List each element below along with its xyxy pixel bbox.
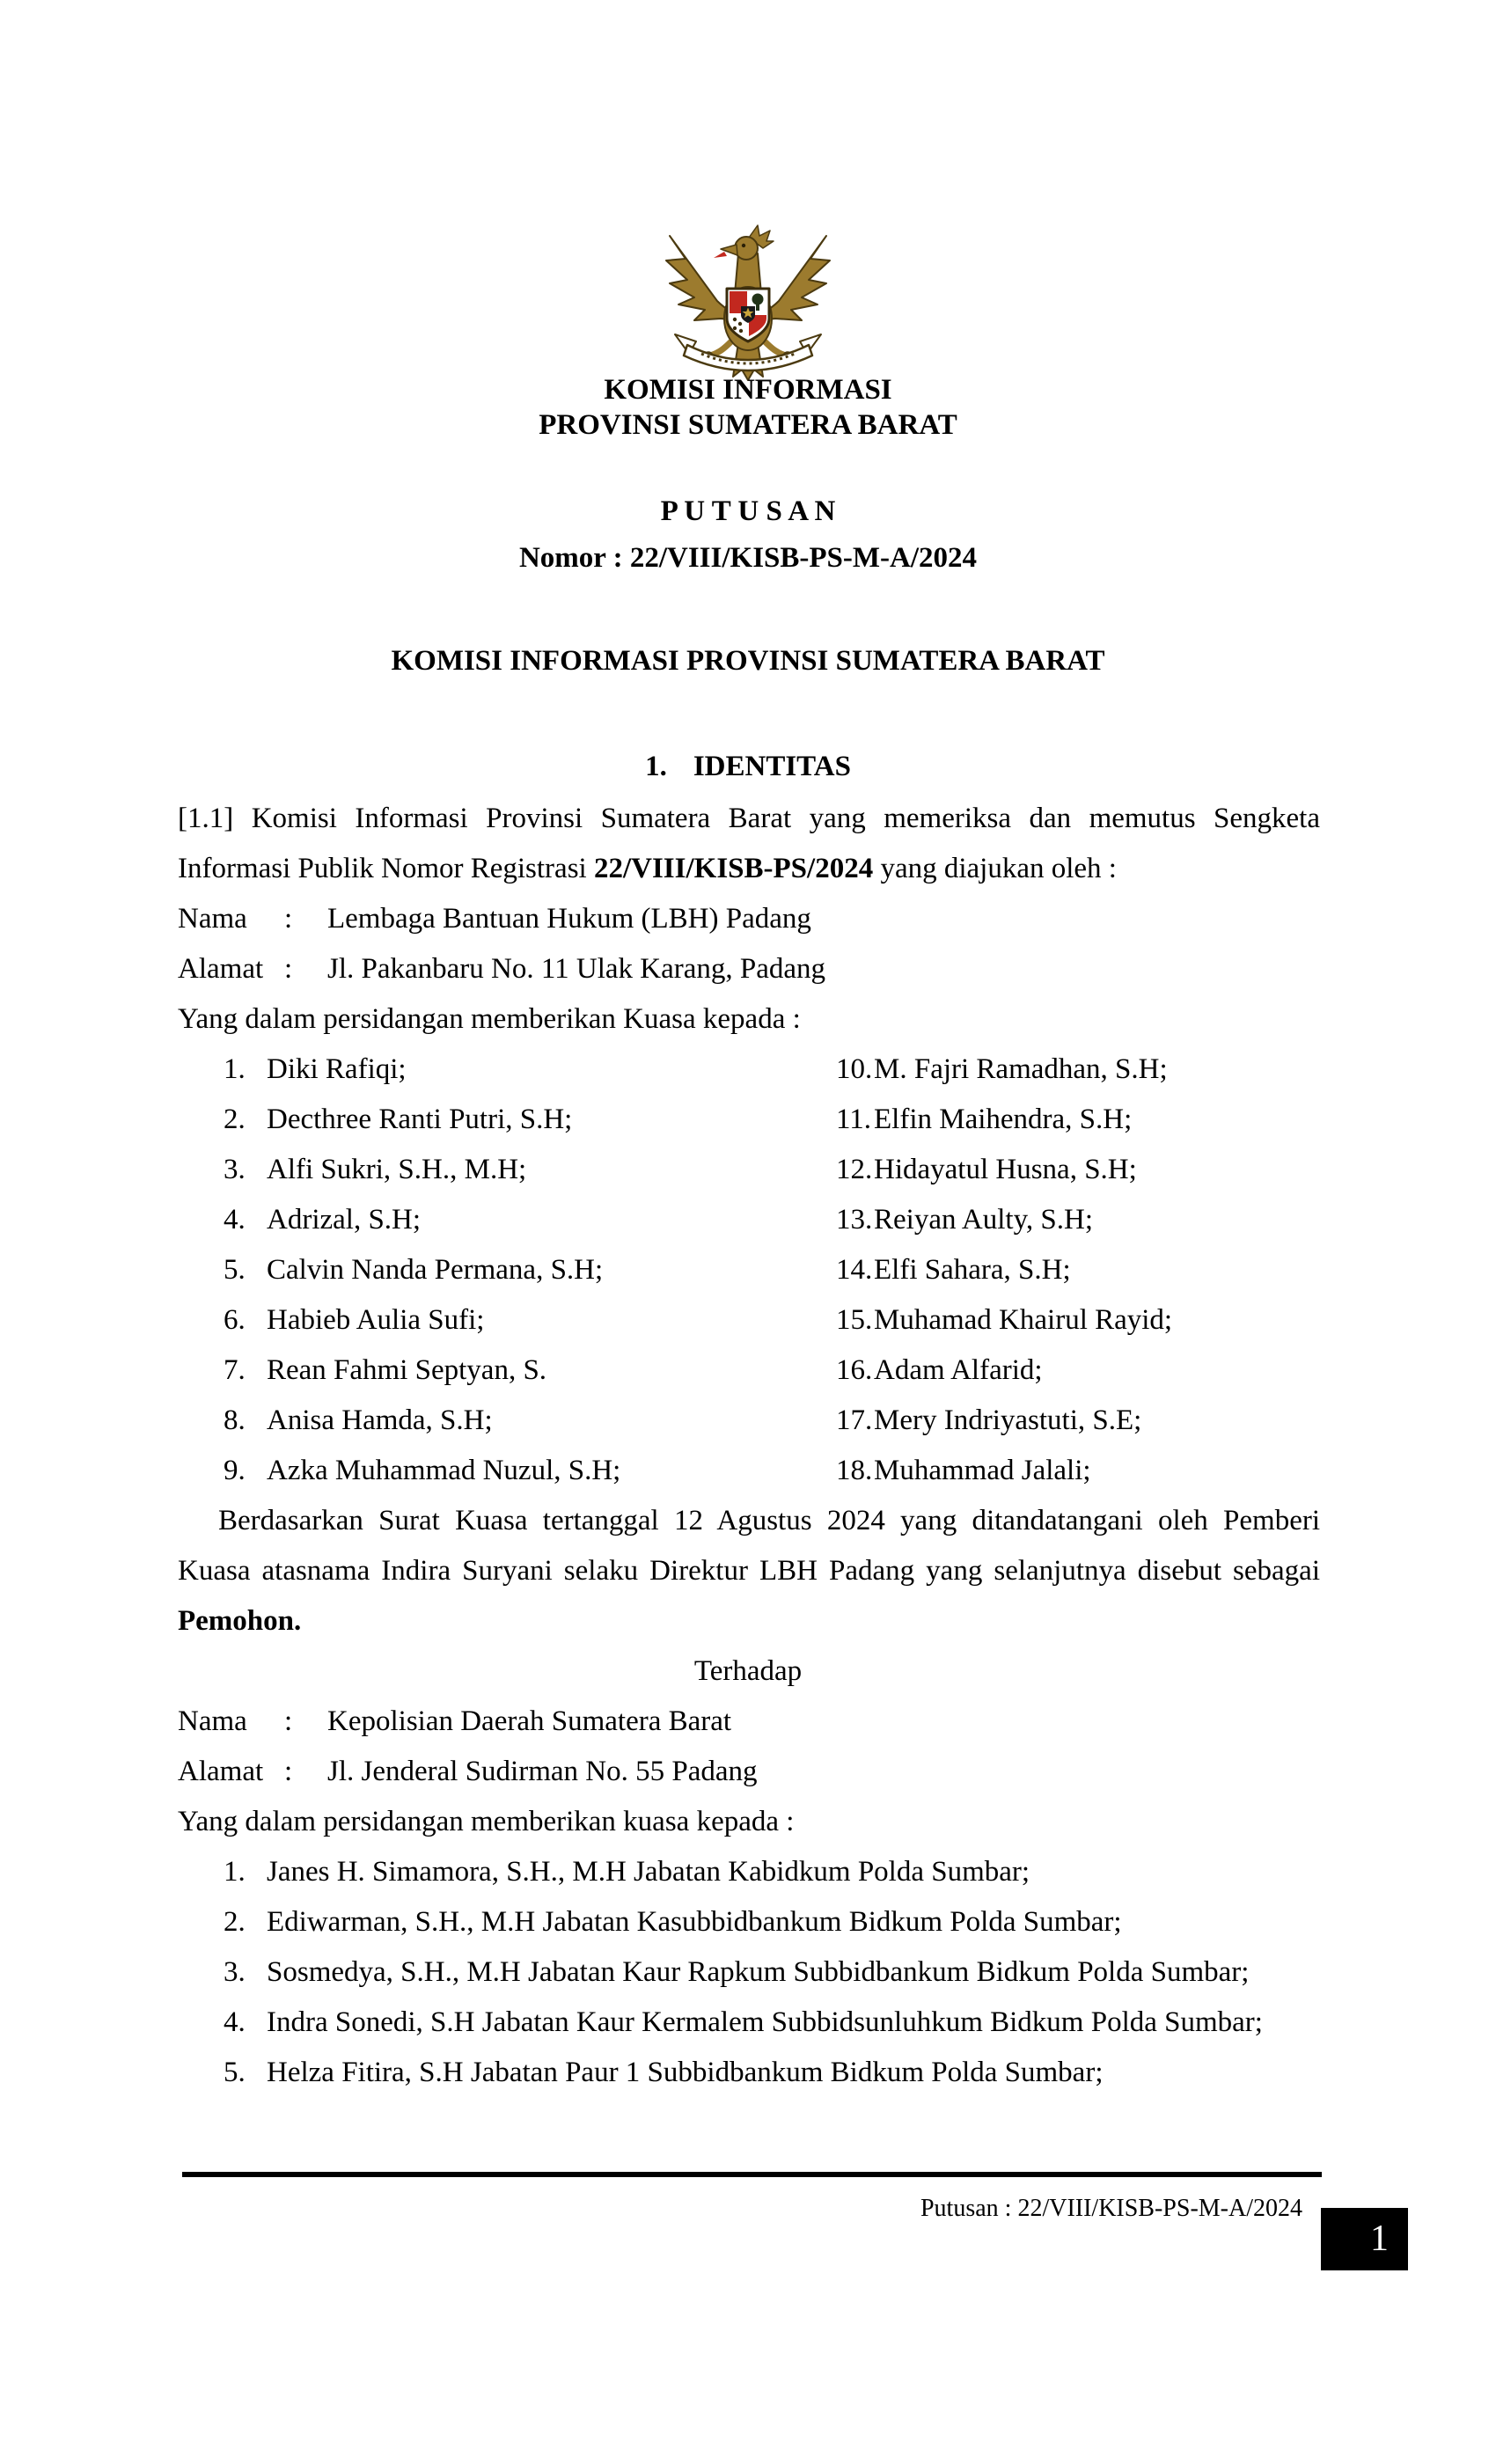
list-item: [178, 1446, 836, 1496]
item-name: Reiyan Aulty, S.H;: [874, 1204, 1094, 1236]
pemohon-alamat-row: [178, 944, 1320, 994]
field-value: Lembaga Bantuan Hukum (LBH) Padang: [327, 903, 811, 935]
list-item: [178, 1847, 1320, 1897]
item-number: 7.: [224, 1354, 246, 1386]
item-number: 9.: [224, 1455, 246, 1486]
list-item: [178, 1396, 836, 1446]
left-leg: [710, 341, 731, 356]
item-name: Diki Rafiqi;: [267, 1053, 407, 1085]
eye: [742, 244, 745, 247]
terhadap-heading: Terhadap: [693, 1655, 803, 1687]
field-label: Alamat: [178, 953, 264, 985]
field-colon: :: [284, 1705, 293, 1737]
head: [735, 237, 758, 260]
item-name: Janes H. Simamora, S.H., M.H Jabatan Kabidkum Polda Sumbar;: [267, 1856, 1030, 1888]
list-item: [178, 2048, 1320, 2098]
field-colon: :: [284, 903, 293, 935]
garuda-pancasila-emblem: [663, 202, 833, 381]
item-name: Habieb Aulia Sufi;: [267, 1304, 485, 1336]
list-item: [178, 1947, 1320, 1998]
item-number: 14.: [836, 1254, 873, 1286]
item-number: 5.: [224, 1254, 246, 1286]
item-name: Muhamad Khairul Rayid;: [874, 1304, 1173, 1336]
tongue: [714, 252, 727, 258]
list-item: [836, 1045, 1320, 1095]
list-item: [178, 1045, 836, 1095]
item-name: Mery Indriyastuti, S.E;: [874, 1404, 1142, 1436]
list-item: [836, 1095, 1320, 1145]
item-number: 1.: [224, 1053, 246, 1085]
registration-number: 22/VIII/KISB-PS/2024: [593, 853, 874, 884]
section-number: 1.: [645, 751, 667, 782]
list-item: [836, 1396, 1320, 1446]
surat-kuasa-line1: Berdasarkan Surat Kuasa tertanggal 12 Agustus 2024 yang ditandatangani oleh Pemberi: [218, 1505, 1320, 1536]
item-name: Ediwarman, S.H., M.H Jabatan Kasubbidbankum Bidkum Polda Sumbar;: [267, 1906, 1122, 1938]
list-item: [836, 1245, 1320, 1295]
field-value: Jl. Jenderal Sudirman No. 55 Padang: [327, 1756, 758, 1787]
item-name: Adam Alfarid;: [874, 1354, 1043, 1386]
item-name: M. Fajri Ramadhan, S.H;: [874, 1053, 1168, 1085]
field-label: Nama: [178, 1705, 247, 1737]
org-name-line2: PROVINSI SUMATERA BARAT: [539, 409, 957, 441]
doc-title: P U T U S A N: [660, 495, 836, 527]
surat-kuasa-line2: Kuasa atasnama Indira Suryani selaku Direktur LBH Padang yang selanjutnya disebut sebagai: [178, 1555, 1320, 1587]
list-item: [836, 1195, 1320, 1245]
item-number: 15.: [836, 1304, 873, 1336]
item-number: 12.: [836, 1154, 873, 1185]
paragraph-1-1-line1: [1.1] Komisi Informasi Provinsi Sumatera Barat yang memeriksa dan memutus Sengketa: [178, 803, 1320, 834]
field-label: Nama: [178, 903, 247, 935]
field-value: Jl. Pakanbaru No. 11 Ulak Karang, Padang: [327, 953, 826, 985]
list-item: [178, 1245, 836, 1295]
termohon-kuasa-intro: Yang dalam persidangan memberikan kuasa kepada :: [178, 1806, 795, 1837]
surat-kuasa-paragraph: [178, 1496, 1320, 1646]
doc-number: Nomor : 22/VIII/KISB-PS-M-A/2024: [518, 542, 978, 574]
item-name: Calvin Nanda Permana, S.H;: [267, 1254, 604, 1286]
item-number: 10.: [836, 1053, 873, 1085]
item-number: 6.: [224, 1304, 246, 1336]
item-number: 4.: [224, 1204, 246, 1236]
item-number: 11.: [836, 1104, 872, 1135]
item-number: 2.: [224, 1104, 246, 1135]
garuda-pancasila-icon: [663, 202, 833, 381]
item-number: 18.: [836, 1455, 873, 1486]
kuasa-list-right: [836, 1045, 1320, 1496]
item-name: Elfin Maihendra, S.H;: [874, 1104, 1133, 1135]
list-item: [178, 1897, 1320, 1947]
list-item: [178, 1095, 836, 1145]
item-number: 8.: [224, 1404, 246, 1436]
field-value: Kepolisian Daerah Sumatera Barat: [327, 1705, 732, 1737]
item-name: Sosmedya, S.H., M.H Jabatan Kaur Rapkum Subbidbankum Bidkum Polda Sumbar;: [267, 1956, 1250, 1988]
section-title: IDENTITAS: [693, 751, 851, 782]
footer-reference: Putusan : 22/VIII/KISB-PS-M-A/2024: [920, 2195, 1302, 2222]
list-item: [836, 1145, 1320, 1195]
item-name: Alfi Sukri, S.H., M.H;: [267, 1154, 527, 1185]
field-colon: :: [284, 953, 293, 985]
kuasa-list-left: [178, 1045, 836, 1496]
item-number: 17.: [836, 1404, 873, 1436]
item-number: 2.: [224, 1906, 246, 1938]
list-item: [178, 1295, 836, 1346]
page-number-box: [1321, 2208, 1408, 2270]
item-number: 16.: [836, 1354, 873, 1386]
item-name: Indra Sonedi, S.H Jabatan Kaur Kermalem Subbidsunluhkum Bidkum Polda Sumbar;: [267, 2006, 1263, 2038]
termohon-kuasa-list: [178, 1847, 1320, 2098]
item-name: Muhammad Jalali;: [874, 1455, 1091, 1486]
item-number: 3.: [224, 1154, 246, 1185]
section-heading-identitas: [0, 749, 1496, 784]
item-name: Azka Muhammad Nuzul, S.H;: [267, 1455, 621, 1486]
pemohon-nama-row: [178, 894, 1320, 944]
field-label: Alamat: [178, 1756, 264, 1787]
item-name: Hidayatul Husna, S.H;: [874, 1154, 1137, 1185]
list-item: [836, 1295, 1320, 1346]
list-item: [836, 1346, 1320, 1396]
item-name: Decthree Ranti Putri, S.H;: [267, 1104, 573, 1135]
pemohon-kuasa-list: [178, 1045, 1320, 1496]
list-item: [836, 1446, 1320, 1496]
paragraph-1-1: [178, 794, 1320, 894]
item-number: 5.: [224, 2057, 246, 2088]
item-number: 4.: [224, 2006, 246, 2038]
org-name: [0, 372, 1496, 443]
list-item: [178, 1195, 836, 1245]
pemohon-kuasa-intro: Yang dalam persidangan memberikan Kuasa kepada :: [178, 1003, 801, 1035]
item-name: Elfi Sahara, S.H;: [874, 1254, 1071, 1286]
item-name: Rean Fahmi Septyan, S.: [267, 1354, 547, 1386]
termohon-alamat-row: [178, 1747, 1320, 1797]
item-name: Anisa Hamda, S.H;: [267, 1404, 493, 1436]
footer-rule: [182, 2172, 1322, 2177]
paragraph-1-1-line2: Informasi Publik Nomor Registrasi 22/VIII/KISB-PS/2024 yang diajukan oleh :: [178, 853, 1117, 884]
pemohon-label: Pemohon.: [178, 1605, 302, 1637]
item-name: Helza Fitira, S.H Jabatan Paur 1 Subbidbankum Bidkum Polda Sumbar;: [267, 2057, 1104, 2088]
list-item: [178, 1998, 1320, 2048]
item-number: 1.: [224, 1856, 246, 1888]
chapter-heading: KOMISI INFORMASI PROVINSI SUMATERA BARAT: [391, 645, 1105, 677]
right-leg: [765, 341, 786, 356]
item-name: Adrizal, S.H;: [267, 1204, 422, 1236]
org-name-line1: KOMISI INFORMASI: [604, 374, 892, 406]
termohon-nama-row: [178, 1697, 1320, 1747]
item-number: 3.: [224, 1956, 246, 1988]
field-colon: :: [284, 1756, 293, 1787]
page-number: 1: [1370, 2218, 1389, 2259]
list-item: [178, 1346, 836, 1396]
list-item: [178, 1145, 836, 1195]
item-number: 13.: [836, 1204, 873, 1236]
